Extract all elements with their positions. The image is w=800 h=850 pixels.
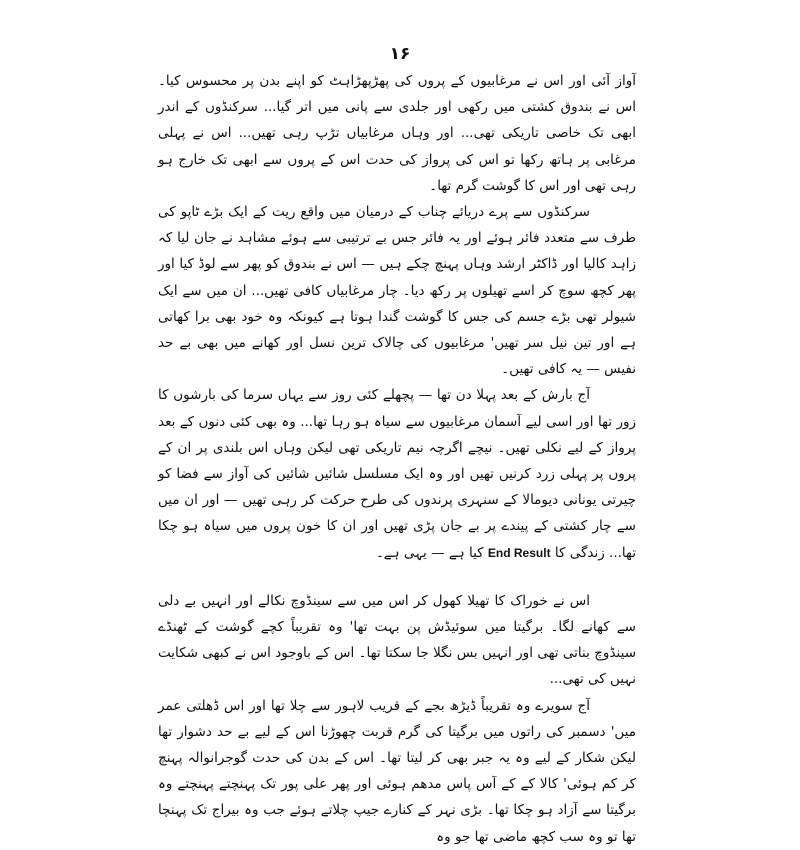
paragraph-1: آواز آئی اور اس نے مرغابیوں کے پروں کی پھڑپھڑاہٹ کو اپنے بدن پر محسوس کیا۔ اس نے بندوق کشتی میں رکھی اور جلدی سے پانی میں اتر گیا... سرکنڈوں کے اندر ابھی تک خاصی تاریکی تھی... اور وہاں مرغابیاں تڑپ رہی تھیں... اس نے پہلی مرغابی پر ہاتھ رکھا تو اس کی پرواز کی حدت اس کے پروں سے ابھی تک خارج ہو رہی تھی اور اس کا گوشت گرم تھا۔ bbox=[158, 73, 636, 194]
paragraph-3-latin-term: End Result bbox=[487, 545, 551, 560]
page-number: ۱۶ bbox=[389, 44, 411, 64]
paragraph-3 bbox=[158, 382, 636, 565]
paragraph-3-text: آج بارش کے بعد پہلا دن تھا — پچھلے کئی روز سے یہاں سرما کی بارشوں کا زور تھا اور اسی لیے آسمان مرغابیوں سے سیاہ ہو رہا تھا... وہ بھی کئی دنوں کے بعد پرواز کے لیے نکلی تھیں۔ نیچے اگرچہ نیم تاریکی تھی لیکن وہاں اس بلندی پر ان کے پروں پر پہلی زرد کرنیں تھیں اور وہ ایک مسلسل شائیں شائیں کی آواز سے فضا کو چیرتی یونانی دیومالا کے سنہری پرندوں کی طرح حرکت کر رہی تھیں — اور ان میں سے چار کشتی کے پیندے پر بے جان پڑی تھیں اور ان کا خون پروں میں سیاہ ہو چکا تھا... زندگی کا bbox=[158, 387, 636, 561]
paragraph-2: سرکنڈوں سے پرے دریائے چناب کے درمیان میں واقع ریت کے ایک بڑے ٹاپو کی طرف سے متعدد فائر ہوئے اور یہ فائر جس بے ترتیبی سے ہوئے مشاہد نے جان لیا کہ زاہد کالیا اور ڈاکٹر ارشد وہاں پہنچ چکے ہیں — اس نے بندوق کو پھر سے لوڈ کیا اور پھر کچھ سوچ کر اسے تھیلوں پر رکھ دیا۔ چار مرغابیاں کافی تھیں... ان میں سے ایک شیولر تھی بڑے جسم کی جس کا گوشت گندا ہوتا ہے کیونکہ وہ خود بھی برا کھاتی ہے اور تین نیل سر تھیں' مرغابیوں کی چالاک ترین نسل اور کھانے میں بھی بے حد نفیس — یہ کافی تھیں۔ bbox=[158, 204, 636, 378]
paragraph-3-text-after: کیا ہے — یہی ہے۔ bbox=[375, 544, 484, 561]
paragraph-5: آج سویرے وہ تقریباً ڈیڑھ بجے کے قریب لاہور سے چلا تھا اور اس ڈھلتی عمر میں' دسمبر کی راتوں میں برگیتا کی گرم قربت چھوڑنا اس کے لیے بے حد دشوار تھا لیکن شکار کے لیے وہ یہ جبر بھی کر لیتا تھا۔ اس کے بدن کی حدت گوجرانوالہ پہنچ کر کم ہوئی' کالا کے کے آس پاس مدھم ہوئی اور پھر علی پور تک پہنچتے پہنچتے وہ برگیتا سے آزاد ہو چکا تھا۔ بڑی نہر کے کنارے جیپ چلاتے ہوئے جب وہ بیراج تک پہنچا تھا تو وہ سب کچھ ماضی تھا جو وہ bbox=[158, 697, 636, 845]
paragraph-4: اس نے خوراک کا تھیلا کھول کر اس میں سے سینڈوچ نکالے اور انہیں بے دلی سے کھانے لگا۔ برگیتا میں سوئیڈش پن بہت تھا' وہ تقریباً کچے گوشت کے ٹھنڈے سینڈوچ بناتی تھی اور انہیں بس نگلا جا سکتا تھا۔ اس کے باوجود اس نے کبھی شکایت نہیں کی تھی... bbox=[158, 592, 636, 688]
body-text bbox=[158, 68, 636, 850]
